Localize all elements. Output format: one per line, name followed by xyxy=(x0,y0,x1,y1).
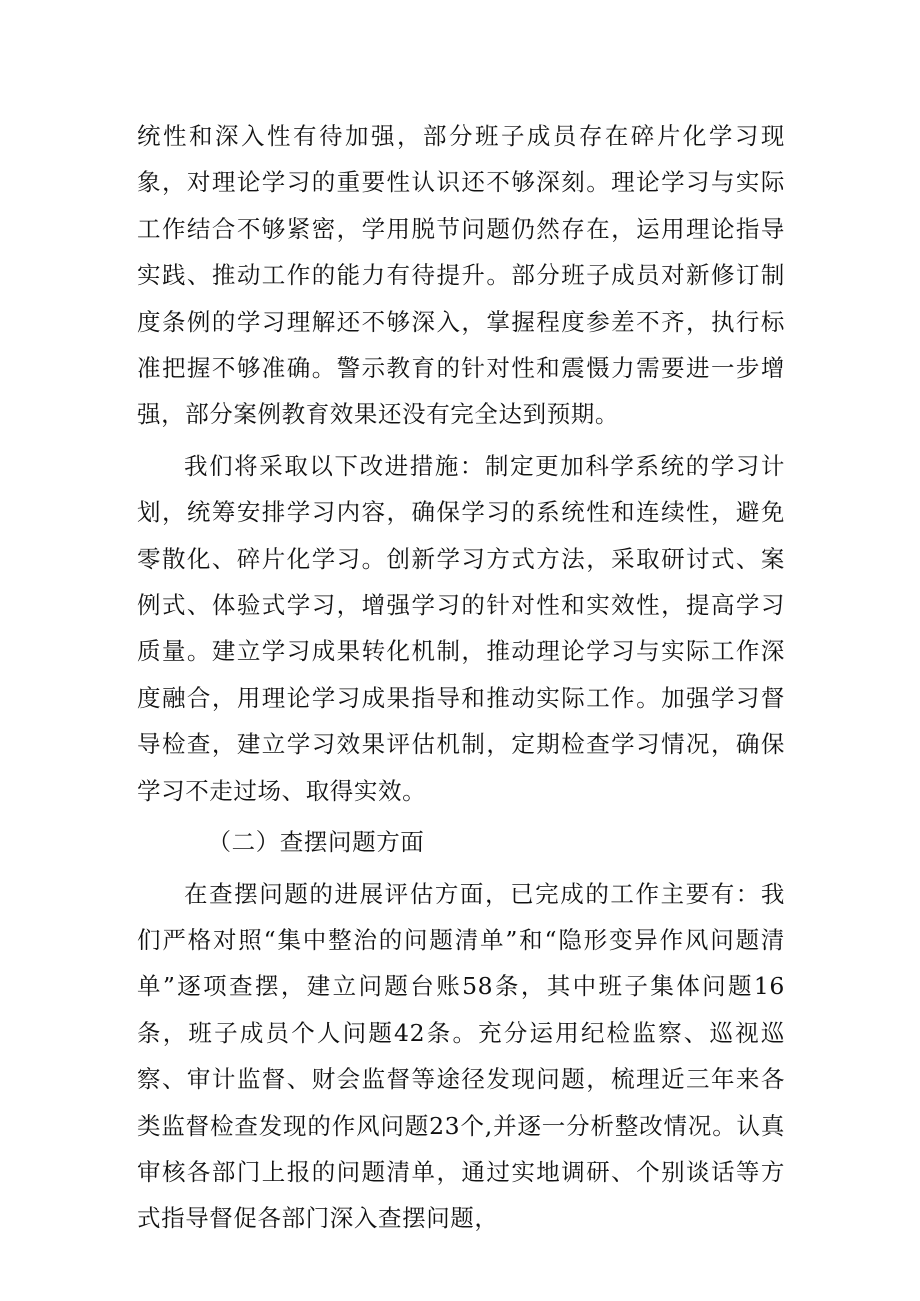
section-heading-problem-review: （二）查摆问题方面 xyxy=(207,828,425,857)
paragraph-problem-review-progress: 在查摆问题的进展评估方面，已完成的工作主要有：我们严格对照“集中整治的问题清单”和“隐形变异作风问题清单”逐项查摆，建立问题台账58条，其中班子集体问题16条，班子成员个人问题42条。充分运用纪检监察、巡视巡察、审计监督、财会监督等途径发现问题，梳理近三年来各类监督检查发现的作风问题23个,并逐一分析整改情况。认真审核各部门上报的问题清单，通过实地调研、个别谈话等方式指导督促各部门深入查摆问题， xyxy=(137,879,785,1233)
paragraph-continued-study-issues: 统性和深入性有待加强，部分班子成员存在碎片化学习现象，对理论学习的重要性认识还不够深刻。理论学习与实际工作结合不够紧密，学用脱节问题仍然存在，运用理论指导实践、推动工作的能力有待提升。部分班子成员对新修订制度条例的学习理解还不够深入，掌握程度参差不齐，执行标准把握不够准确。警示教育的针对性和震慑力需要进一步增强，部分案例教育效果还没有完全达到预期。 xyxy=(137,122,785,429)
document-body xyxy=(137,113,785,1242)
paragraph-improvement-measures: 我们将采取以下改进措施：制定更加科学系统的学习计划，统筹安排学习内容，确保学习的系统性和连续性，避免零散化、碎片化学习。创新学习方式方法，采取研讨式、案例式、体验式学习，增强学习的针对性和实效性，提高学习质量。建立学习成果转化机制，推动理论学习与实际工作深度融合，用理论学习成果指导和推动实际工作。加强学习督导检查，建立学习效果评估机制，定期检查学习情况，确保学习不走过场、取得实效。 xyxy=(137,451,785,805)
